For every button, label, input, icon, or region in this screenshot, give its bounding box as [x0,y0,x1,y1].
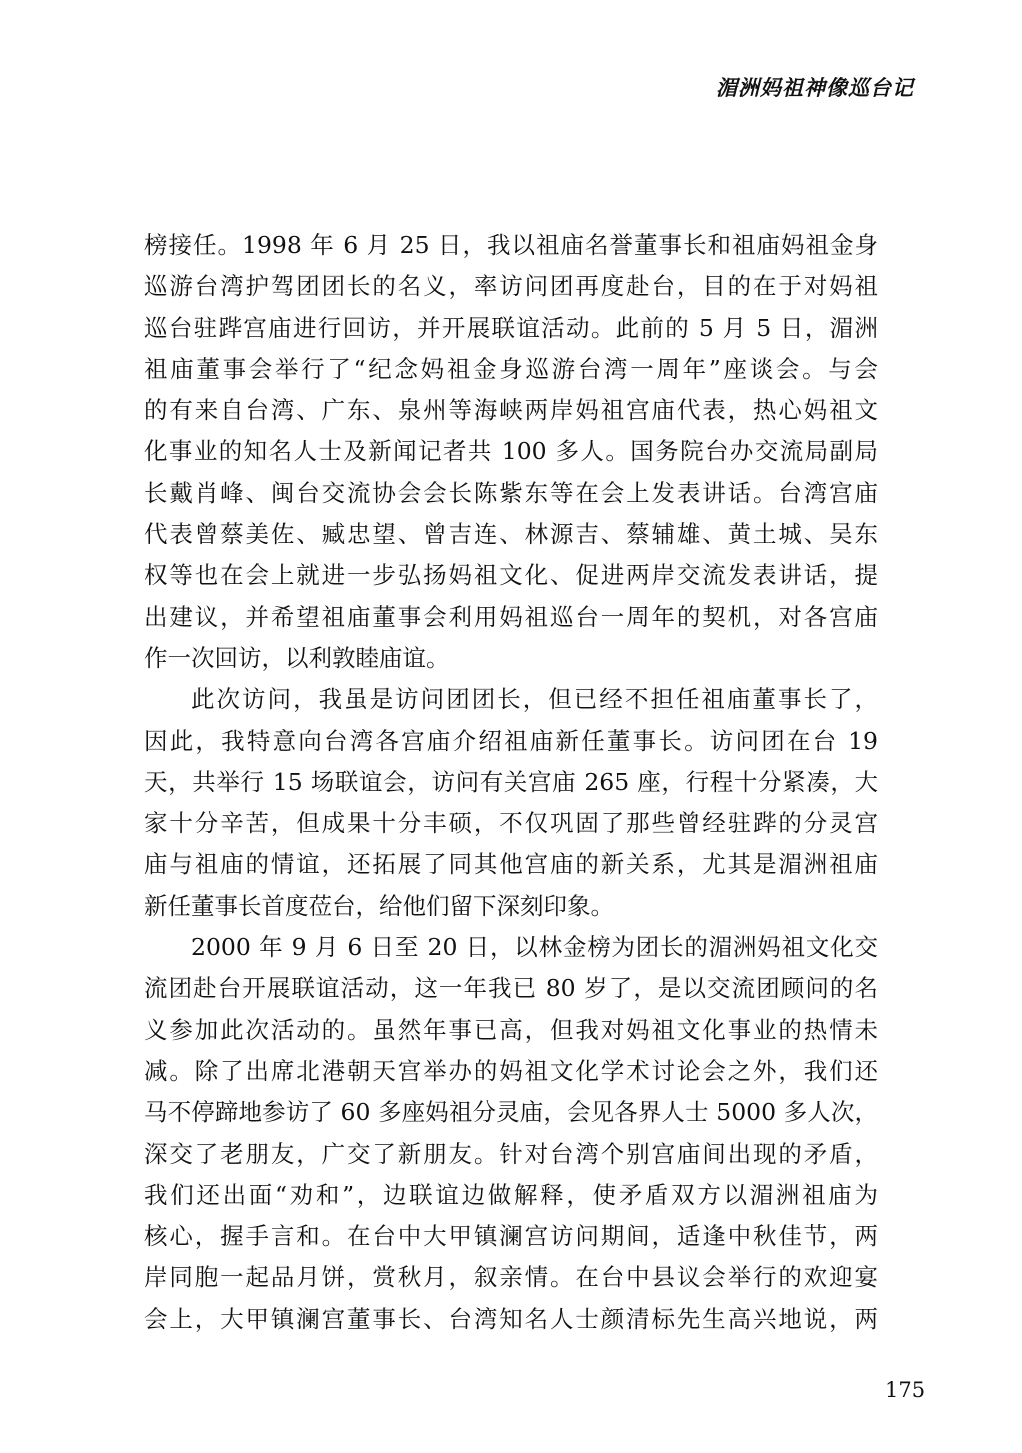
text-line: 家十分辛苦，但成果十分丰硕，不仅巩固了那些曾经驻跸的分灵宫 [144,809,878,838]
text-line: 化事业的知名人士及新闻记者共 100 多人。国务院台办交流局副局 [144,437,878,466]
paragraph-2 [144,679,878,927]
text-line: 祖庙董事会举行了“纪念妈祖金身巡游台湾一周年”座谈会。与会 [144,354,878,383]
body-text [144,225,878,1340]
text-line: 2000 年 9 月 6 日至 20 日，以林金榜为团长的湄洲妈祖文化交 [191,933,878,962]
text-line: 新任董事长首度莅台，给他们留下深刻印象。 [144,891,614,920]
text-line: 会上，大甲镇澜宫董事长、台湾知名人士颜清标先生高兴地说，两 [144,1304,878,1333]
text-line: 因此，我特意向台湾各宫庙介绍祖庙新任董事长。访问团在台 19 [144,726,878,755]
text-line: 庙与祖庙的情谊，还拓展了同其他宫庙的新关系，尤其是湄洲祖庙 [144,850,878,879]
text-line: 减。除了出席北港朝天宫举办的妈祖文化学术讨论会之外，我们还 [144,1056,878,1085]
text-line: 我们还出面“劝和”，边联谊边做解释，使矛盾双方以湄洲祖庙为 [144,1180,878,1209]
running-header: 湄洲妈祖神像巡台记 [716,75,914,100]
text-line: 出建议，并希望祖庙董事会利用妈祖巡台一周年的契机，对各宫庙 [144,602,878,631]
text-line: 巡游台湾护驾团团长的名义，率访问团再度赴台，目的在于对妈祖 [144,272,878,301]
text-line: 榜接任。1998 年 6 月 25 日，我以祖庙名誉董事长和祖庙妈祖金身 [144,231,878,259]
text-line: 岸同胞一起品月饼，赏秋月，叙亲情。在台中县议会举行的欢迎宴 [144,1263,878,1292]
text-line: 巡台驻跸宫庙进行回访，并开展联谊活动。此前的 5 月 5 日，湄洲 [144,313,878,342]
text-line: 义参加此次活动的。虽然年事已高，但我对妈祖文化事业的热情未 [144,1015,878,1044]
text-line: 深交了老朋友，广交了新朋友。针对台湾个别宫庙间出现的矛盾， [144,1139,878,1168]
text-line: 天，共举行 15 场联谊会，访问有关宫庙 265 座，行程十分紧凑，大 [144,767,878,796]
page-number: 175 [885,1378,926,1402]
text-line: 马不停蹄地参访了 60 多座妈祖分灵庙，会见各界人士 5000 多人次， [144,1098,878,1127]
text-line: 代表曾蔡美佐、臧忠望、曾吉连、林源吉、蔡辅雄、黄土城、吴东 [144,520,878,549]
text-line: 权等也在会上就进一步弘扬妈祖文化、促进两岸交流发表讲话，提 [144,561,878,590]
text-line: 流团赴台开展联谊活动，这一年我已 80 岁了，是以交流团顾问的名 [144,974,878,1003]
text-line: 作一次回访，以利敦睦庙谊。 [144,643,450,672]
paragraph-1 [144,225,878,679]
paragraph-3 [144,927,878,1340]
text-line: 长戴肖峰、闽台交流协会会长陈紫东等在会上发表讲话。台湾宫庙 [144,478,878,507]
text-line: 此次访问，我虽是访问团团长，但已经不担任祖庙董事长了， [191,685,878,714]
text-line: 核心，握手言和。在台中大甲镇澜宫访问期间，适逢中秋佳节，两 [144,1222,878,1251]
text-line: 的有来自台湾、广东、泉州等海峡两岸妈祖宫庙代表，热心妈祖文 [144,396,878,425]
